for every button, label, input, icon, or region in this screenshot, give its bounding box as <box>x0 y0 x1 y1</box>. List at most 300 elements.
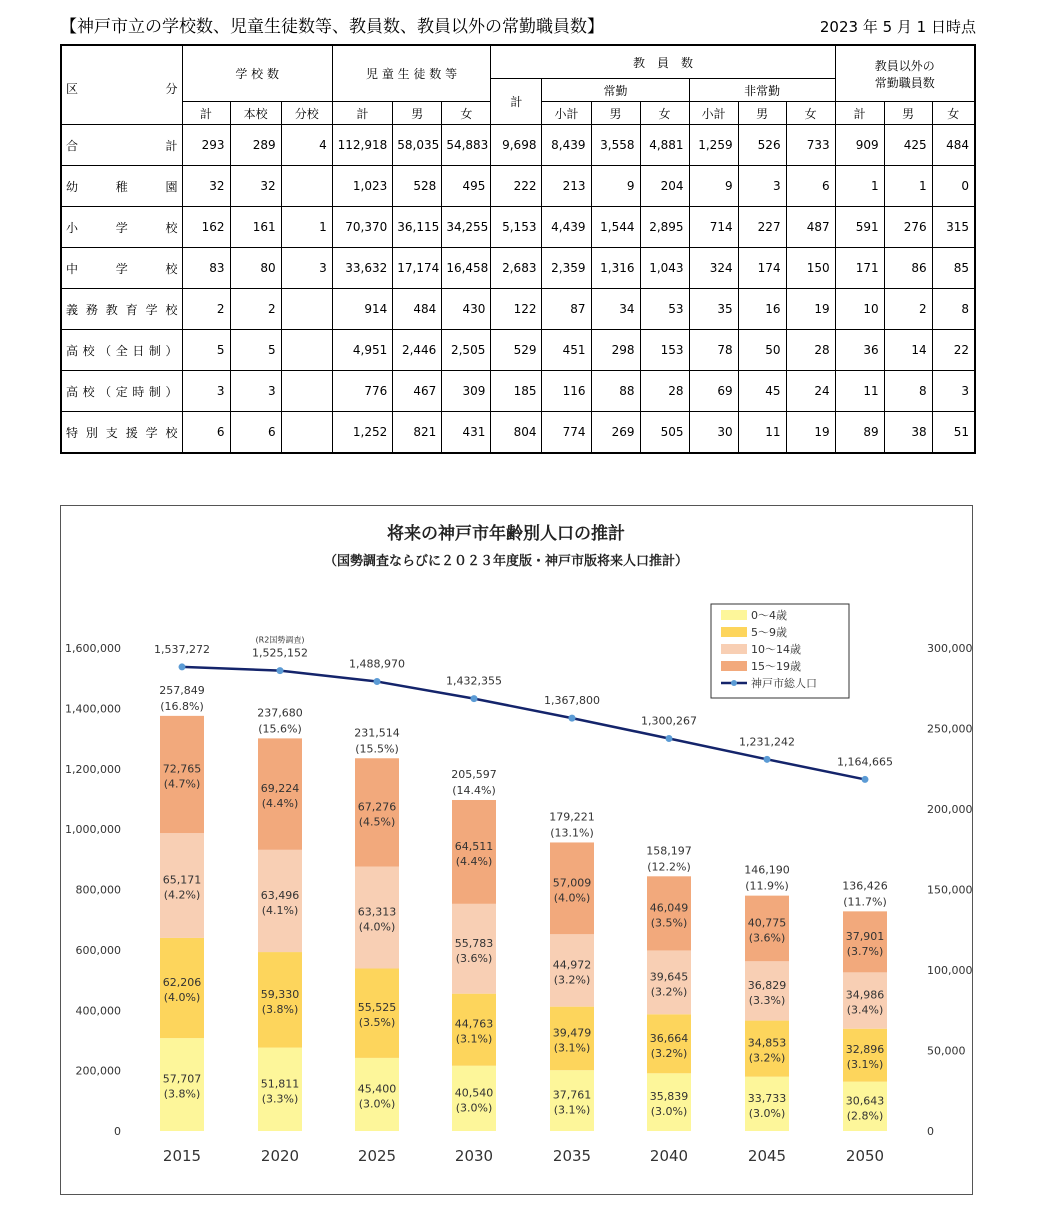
y-right-tick-label: 300,000 <box>927 642 972 655</box>
table-cell: 6 <box>786 166 835 207</box>
table-cell: 495 <box>442 166 491 207</box>
table-row <box>61 412 975 454</box>
table-cell: 1 <box>281 207 332 248</box>
bar-total-label: 257,849 <box>159 683 205 697</box>
bar-value-label: 45,400 <box>357 1082 397 1096</box>
table-cell: 914 <box>332 289 393 330</box>
bar-value-label: 51,811 <box>260 1077 300 1091</box>
table-cell: 1,023 <box>332 166 393 207</box>
table-cell: 36 <box>835 330 884 371</box>
total-population-point <box>277 667 284 674</box>
table-cell <box>281 371 332 412</box>
table-cell: 0 <box>932 166 975 207</box>
table-cell: 1,043 <box>640 248 689 289</box>
table-cell: 22 <box>932 330 975 371</box>
table-cell: 30 <box>689 412 738 454</box>
bar-pct-label: (4.0%) <box>553 891 591 905</box>
table-cell: 122 <box>491 289 542 330</box>
x-tick-label: 2040 <box>649 1147 689 1165</box>
total-population-point <box>179 663 186 670</box>
bar-total-label: 237,680 <box>257 706 303 720</box>
header-kubun-left: 区 <box>66 82 79 96</box>
table-cell: 804 <box>491 412 542 454</box>
y-left-tick-label: 200,000 <box>75 1064 121 1078</box>
table-cell: 821 <box>393 412 442 454</box>
table-cell: 3 <box>230 371 281 412</box>
total-population-label: 1,164,665 <box>837 755 893 769</box>
table-cell: 6 <box>230 412 281 454</box>
bar-value-label: 44,972 <box>552 958 592 972</box>
table-cell: 185 <box>491 371 542 412</box>
x-tick-label: 2030 <box>454 1147 494 1165</box>
legend-swatch-1 <box>721 627 747 637</box>
table-cell: 1 <box>835 166 884 207</box>
table-cell: 150 <box>786 248 835 289</box>
bar-pct-label: (3.3%) <box>261 1092 299 1106</box>
bar-pct-label: (3.0%) <box>650 1105 688 1119</box>
table-cell: 53 <box>640 289 689 330</box>
bar-pct-label: (4.1%) <box>261 903 299 917</box>
y-right-tick-label: 250,000 <box>927 722 972 736</box>
table-cell: 86 <box>884 248 932 289</box>
table-cell <box>281 166 332 207</box>
bar-total-label: 136,426 <box>842 879 888 893</box>
y-right-tick-label: 150,000 <box>927 883 972 897</box>
table-cell: 714 <box>689 207 738 248</box>
y-right-tick-label: 50,000 <box>927 1044 966 1058</box>
table-cell: 4,439 <box>542 207 591 248</box>
table-cell: 2,505 <box>442 330 491 371</box>
total-population-point <box>764 756 771 763</box>
table-row <box>61 330 975 371</box>
table-cell: 431 <box>442 412 491 454</box>
bar-value-label: 44,763 <box>454 1017 494 1031</box>
table-cell: 16,458 <box>442 248 491 289</box>
table-cell: 451 <box>542 330 591 371</box>
subheader-students-1: 男 <box>393 102 442 125</box>
total-population-label: 1,300,267 <box>641 714 697 728</box>
table-cell: 70,370 <box>332 207 393 248</box>
table-cell: 4,951 <box>332 330 393 371</box>
table-cell: 467 <box>393 371 442 412</box>
bar-pct-label: (3.2%) <box>553 973 591 987</box>
table-cell: 9,698 <box>491 125 542 166</box>
bar-value-label: 55,783 <box>454 936 494 950</box>
chart-title: 将来の神戸市年齢別人口の推計 <box>387 524 625 544</box>
bar-pct-label: (4.2%) <box>163 888 201 902</box>
subheader-schools-1: 本校 <box>230 102 281 125</box>
legend-label: 0～4歳 <box>751 609 787 622</box>
table-cell: 36,115 <box>393 207 442 248</box>
bar-pct-label: (4.0%) <box>163 991 201 1005</box>
table-cell: 528 <box>393 166 442 207</box>
table-cell: 774 <box>542 412 591 454</box>
table-cell: 89 <box>835 412 884 454</box>
bar-pct-label: (2.8%) <box>846 1109 884 1123</box>
bar-value-label: 65,171 <box>162 873 202 887</box>
header-teachers-total: 計 <box>491 79 542 125</box>
bar-total-pct-label: (16.8%) <box>160 699 204 713</box>
table-cell: 3,558 <box>591 125 640 166</box>
x-tick-label: 2020 <box>260 1147 300 1165</box>
subheader-jokin-2: 女 <box>640 102 689 125</box>
bar-total-pct-label: (14.4%) <box>452 783 496 797</box>
table-cell: 3 <box>932 371 975 412</box>
header-staff <box>835 45 975 102</box>
bar-value-label: 67,276 <box>357 800 397 814</box>
bar-pct-label: (3.4%) <box>846 1003 884 1017</box>
bar-value-label: 37,761 <box>552 1088 592 1102</box>
row-label: 高校（全日制） <box>61 330 182 371</box>
table-cell: 776 <box>332 371 393 412</box>
subheader-schools-2: 分校 <box>281 102 332 125</box>
table-cell: 11 <box>835 371 884 412</box>
bar-value-label: 35,839 <box>649 1090 689 1104</box>
table-row <box>61 166 975 207</box>
bar-pct-label: (3.7%) <box>846 944 884 958</box>
bar-total-label: 146,190 <box>744 863 790 877</box>
total-population-point <box>374 678 381 685</box>
table-cell: 733 <box>786 125 835 166</box>
table-cell: 174 <box>738 248 786 289</box>
table-cell: 2 <box>884 289 932 330</box>
subheader-hijokin-2: 女 <box>786 102 835 125</box>
header-kubun-right: 分 <box>165 82 178 96</box>
table-cell: 16 <box>738 289 786 330</box>
bar-pct-label: (3.2%) <box>650 1046 688 1060</box>
y-left-tick-label: 600,000 <box>75 943 121 957</box>
table-cell: 5 <box>182 330 230 371</box>
legend-label: 15～19歳 <box>751 660 801 673</box>
table-cell: 38 <box>884 412 932 454</box>
table-cell: 4,881 <box>640 125 689 166</box>
table-cell: 24 <box>786 371 835 412</box>
table-cell: 80 <box>230 248 281 289</box>
table-cell: 17,174 <box>393 248 442 289</box>
table-cell: 8,439 <box>542 125 591 166</box>
row-label: 高校（定時制） <box>61 371 182 412</box>
bar-pct-label: (4.4%) <box>261 797 299 811</box>
table-cell: 11 <box>738 412 786 454</box>
table-cell: 2,446 <box>393 330 442 371</box>
legend-swatch-0 <box>721 610 747 620</box>
legend-line-marker <box>731 680 737 686</box>
table-cell: 19 <box>786 412 835 454</box>
table-cell: 51 <box>932 412 975 454</box>
bar-pct-label: (3.1%) <box>553 1041 591 1055</box>
subheader-schools-0: 計 <box>182 102 230 125</box>
bar-pct-label: (3.1%) <box>455 1032 493 1046</box>
bar-total-pct-label: (11.7%) <box>843 895 887 909</box>
table-cell: 2,359 <box>542 248 591 289</box>
bar-total-label: 231,514 <box>354 726 400 740</box>
table-cell: 213 <box>542 166 591 207</box>
bar-total-pct-label: (15.6%) <box>258 722 302 736</box>
subheader-jokin-0: 小計 <box>542 102 591 125</box>
table-cell: 10 <box>835 289 884 330</box>
bar-value-label: 40,775 <box>747 916 787 930</box>
table-cell: 2,895 <box>640 207 689 248</box>
header-hijokin: 非常勤 <box>689 79 835 102</box>
legend-label: 神戸市総人口 <box>751 677 817 690</box>
table-cell: 487 <box>786 207 835 248</box>
bar-total-pct-label: (13.1%) <box>550 826 594 840</box>
bar-value-label: 57,707 <box>162 1072 202 1086</box>
y-left-tick-label: 800,000 <box>75 883 121 897</box>
header-jokin: 常勤 <box>542 79 689 102</box>
table-cell: 28 <box>786 330 835 371</box>
legend-label: 10～14歳 <box>751 643 801 656</box>
bar-value-label: 63,313 <box>357 905 397 919</box>
bar-total-label: 179,221 <box>549 810 595 824</box>
bar-pct-label: (4.0%) <box>358 920 396 934</box>
table-cell: 222 <box>491 166 542 207</box>
bar-pct-label: (3.2%) <box>650 985 688 999</box>
header-staff-line2: 常勤職員数 <box>874 75 935 90</box>
as-of-date: 2023 年 5 月 1 日時点 <box>819 18 976 36</box>
bar-pct-label: (3.2%) <box>748 1051 786 1065</box>
table-row <box>61 125 975 166</box>
table-cell: 1,259 <box>689 125 738 166</box>
subheader-staff-1: 男 <box>884 102 932 125</box>
table-cell: 430 <box>442 289 491 330</box>
header-staff-line1: 教員以外の <box>874 58 935 73</box>
bar-total-label: 158,197 <box>646 844 692 858</box>
table-cell: 50 <box>738 330 786 371</box>
subheader-hijokin-1: 男 <box>738 102 786 125</box>
table-cell: 33,632 <box>332 248 393 289</box>
bar-value-label: 64,511 <box>454 839 494 853</box>
table-cell: 69 <box>689 371 738 412</box>
bar-value-label: 63,496 <box>260 888 300 902</box>
bar-pct-label: (3.0%) <box>455 1101 493 1115</box>
bar-pct-label: (4.7%) <box>163 777 201 791</box>
bar-value-label: 59,330 <box>260 987 300 1001</box>
table-cell: 309 <box>442 371 491 412</box>
page-heading: 【神戸市立の学校数、児童生徒数等、教員数、教員以外の常勤職員数】 <box>60 17 604 37</box>
bar-value-label: 32,896 <box>845 1043 885 1057</box>
table-cell: 14 <box>884 330 932 371</box>
bar-value-label: 36,829 <box>747 978 787 992</box>
row-label: 中学校 <box>61 248 182 289</box>
table-cell: 4 <box>281 125 332 166</box>
header-kubun <box>61 45 182 125</box>
table-cell: 45 <box>738 371 786 412</box>
bar-value-label: 62,206 <box>162 976 202 990</box>
bar-value-label: 36,664 <box>649 1031 689 1045</box>
x-tick-label: 2035 <box>552 1147 592 1165</box>
population-chart-frame <box>60 505 973 1195</box>
y-left-tick-label: 0 <box>114 1125 121 1138</box>
table-cell: 116 <box>542 371 591 412</box>
bar-pct-label: (3.8%) <box>163 1087 201 1101</box>
bar-value-label: 37,901 <box>845 929 885 943</box>
table-cell: 3 <box>182 371 230 412</box>
y-right-tick-label: 200,000 <box>927 803 972 816</box>
header-schools: 学 校 数 <box>182 45 332 102</box>
table-cell: 5,153 <box>491 207 542 248</box>
table-row <box>61 289 975 330</box>
header-teachers: 教 員 数 <box>491 45 835 79</box>
y-right-tick-label: 100,000 <box>927 964 972 977</box>
bar-pct-label: (3.1%) <box>846 1058 884 1072</box>
table-cell: 19 <box>786 289 835 330</box>
legend-label: 5～9歳 <box>751 626 787 639</box>
table-cell: 484 <box>932 125 975 166</box>
subheader-students-2: 女 <box>442 102 491 125</box>
bar-value-label: 40,540 <box>454 1086 494 1100</box>
table-row <box>61 371 975 412</box>
bar-value-label: 39,645 <box>649 970 689 984</box>
row-label: 義務教育学校 <box>61 289 182 330</box>
table-cell <box>281 289 332 330</box>
subheader-students-0: 計 <box>332 102 393 125</box>
table-cell: 591 <box>835 207 884 248</box>
table-cell <box>281 330 332 371</box>
subheader-staff-2: 女 <box>932 102 975 125</box>
subheader-hijokin-0: 小計 <box>689 102 738 125</box>
table-row <box>61 207 975 248</box>
table-cell: 289 <box>230 125 281 166</box>
table-cell: 298 <box>591 330 640 371</box>
total-population-label: 1,525,152 <box>252 646 308 660</box>
table-cell: 1 <box>884 166 932 207</box>
bar-value-label: 57,009 <box>552 876 592 890</box>
row-label: 合計 <box>61 125 182 166</box>
bar-value-label: 39,479 <box>552 1026 592 1040</box>
y-left-tick-label: 1,200,000 <box>65 762 121 776</box>
bar-pct-label: (3.6%) <box>455 951 493 965</box>
row-label: 小学校 <box>61 207 182 248</box>
table-cell: 8 <box>932 289 975 330</box>
table-cell: 529 <box>491 330 542 371</box>
x-tick-label: 2050 <box>845 1147 885 1165</box>
total-population-point <box>471 695 478 702</box>
table-cell: 276 <box>884 207 932 248</box>
bar-pct-label: (3.6%) <box>748 931 786 945</box>
table-cell: 2 <box>182 289 230 330</box>
table-cell: 9 <box>591 166 640 207</box>
total-population-point <box>666 735 673 742</box>
table-cell: 505 <box>640 412 689 454</box>
table-cell: 315 <box>932 207 975 248</box>
table-cell: 32 <box>182 166 230 207</box>
table-cell: 112,918 <box>332 125 393 166</box>
table-cell: 9 <box>689 166 738 207</box>
table-cell: 8 <box>884 371 932 412</box>
table-cell: 88 <box>591 371 640 412</box>
table-cell: 3 <box>281 248 332 289</box>
table-cell: 909 <box>835 125 884 166</box>
total-population-label: 1,488,970 <box>349 657 405 671</box>
table-cell: 1,544 <box>591 207 640 248</box>
row-label: 幼稚園 <box>61 166 182 207</box>
legend-swatch-2 <box>721 644 747 654</box>
table-cell: 324 <box>689 248 738 289</box>
table-cell: 171 <box>835 248 884 289</box>
table-cell: 425 <box>884 125 932 166</box>
bar-value-label: 33,733 <box>747 1091 787 1105</box>
bar-pct-label: (3.8%) <box>261 1002 299 1016</box>
annotation-census: (R2国勢調査) <box>255 635 305 645</box>
bar-pct-label: (3.5%) <box>358 1016 396 1030</box>
bar-value-label: 69,224 <box>260 782 300 796</box>
table-cell: 28 <box>640 371 689 412</box>
table-cell: 293 <box>182 125 230 166</box>
bar-pct-label: (3.0%) <box>748 1106 786 1120</box>
bar-total-label: 205,597 <box>451 767 497 781</box>
table-cell: 87 <box>542 289 591 330</box>
chart-subtitle: （国勢調査ならびに２０２３年度版・神戸市版将来人口推計） <box>323 554 689 569</box>
x-tick-label: 2025 <box>357 1147 397 1165</box>
bar-total-pct-label: (12.2%) <box>647 860 691 874</box>
table-cell: 83 <box>182 248 230 289</box>
bar-value-label: 72,765 <box>162 762 202 776</box>
table-cell: 32 <box>230 166 281 207</box>
table-cell: 5 <box>230 330 281 371</box>
y-left-tick-label: 1,600,000 <box>65 642 121 655</box>
table-cell: 526 <box>738 125 786 166</box>
table-cell: 161 <box>230 207 281 248</box>
x-tick-label: 2015 <box>162 1147 202 1165</box>
table-cell: 269 <box>591 412 640 454</box>
table-row <box>61 248 975 289</box>
y-left-tick-label: 1,400,000 <box>65 702 121 716</box>
school-stats-table <box>60 44 976 454</box>
bar-pct-label: (3.3%) <box>748 993 786 1007</box>
bar-value-label: 30,643 <box>845 1094 885 1108</box>
table-cell: 2,683 <box>491 248 542 289</box>
y-right-tick-label: 0 <box>927 1125 934 1138</box>
subheader-jokin-1: 男 <box>591 102 640 125</box>
table-cell: 153 <box>640 330 689 371</box>
bar-pct-label: (3.5%) <box>650 916 688 930</box>
table-cell: 1,252 <box>332 412 393 454</box>
table-cell: 6 <box>182 412 230 454</box>
total-population-label: 1,432,355 <box>446 674 502 688</box>
bar-pct-label: (4.5%) <box>358 815 396 829</box>
table-cell: 484 <box>393 289 442 330</box>
table-cell <box>281 412 332 454</box>
bar-value-label: 34,853 <box>747 1036 787 1050</box>
table-cell: 227 <box>738 207 786 248</box>
table-cell: 3 <box>738 166 786 207</box>
bar-pct-label: (3.1%) <box>553 1103 591 1117</box>
table-cell: 1,316 <box>591 248 640 289</box>
bar-value-label: 34,986 <box>845 988 885 1002</box>
bar-value-label: 46,049 <box>649 901 689 915</box>
table-cell: 162 <box>182 207 230 248</box>
bar-value-label: 55,525 <box>357 1001 397 1015</box>
y-left-tick-label: 1,000,000 <box>65 823 121 837</box>
table-cell: 34 <box>591 289 640 330</box>
table-cell: 34,255 <box>442 207 491 248</box>
total-population-point <box>569 715 576 722</box>
table-cell: 35 <box>689 289 738 330</box>
bar-pct-label: (4.4%) <box>455 854 493 868</box>
table-cell: 54,883 <box>442 125 491 166</box>
y-left-tick-label: 400,000 <box>75 1004 121 1018</box>
table-cell: 58,035 <box>393 125 442 166</box>
total-population-label: 1,537,272 <box>154 642 210 656</box>
table-cell: 78 <box>689 330 738 371</box>
row-label: 特別支援学校 <box>61 412 182 454</box>
bar-total-pct-label: (11.9%) <box>745 879 789 893</box>
bar-total-pct-label: (15.5%) <box>355 742 399 756</box>
table-cell: 85 <box>932 248 975 289</box>
population-chart <box>61 506 972 1194</box>
subheader-staff-0: 計 <box>835 102 884 125</box>
